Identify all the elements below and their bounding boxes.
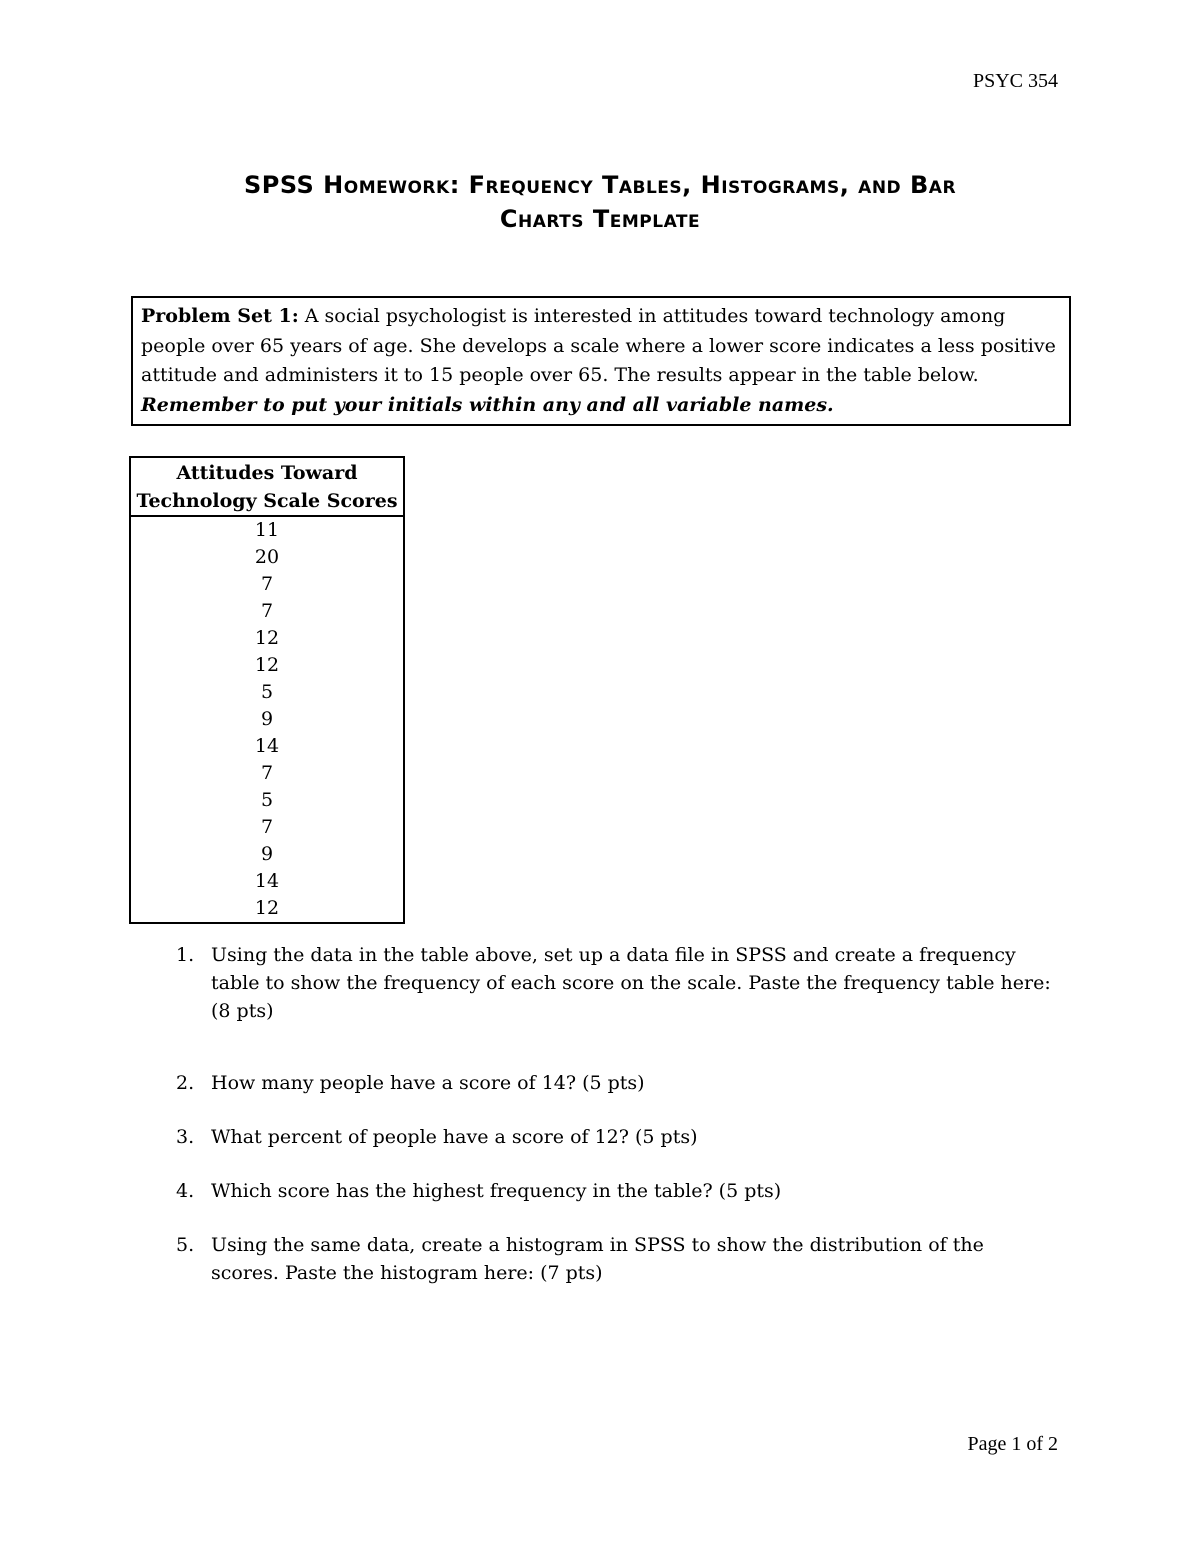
question-number: 2. (176, 1072, 195, 1094)
score-cell: 7 (260, 573, 274, 595)
score-cell: 14 (254, 870, 280, 892)
question-number: 1. (176, 944, 195, 966)
problem-set-emphasis: Remember to put your initials within any and all variable names. (141, 393, 834, 416)
score-table (129, 456, 405, 924)
question-item (172, 1231, 1052, 1287)
page-title (150, 168, 1050, 236)
problem-set-text: A social psychologist is interested in attitudes toward technology among people over 65 years of age. She develops a scale where a lower score indicates a less positive attitude and administers it to 15 people over 65. The results appear in the table below. (141, 305, 1056, 386)
score-cell: 9 (260, 708, 274, 730)
question-text: What percent of people have a score of 12? (5 pts) (211, 1126, 698, 1148)
score-cell: 12 (254, 627, 280, 649)
question-item (172, 1123, 1052, 1151)
title-line-1: SPSS Homework: Frequency Tables, Histograms, and Bar (243, 171, 957, 199)
score-table-header (131, 458, 403, 517)
question-item (172, 1177, 1052, 1205)
question-text: Using the same data, create a histogram in SPSS to show the distribution of the scores. Paste the histogram here: (7 pts) (211, 1234, 984, 1284)
question-list (172, 941, 1052, 1287)
page-number: Page 1 of 2 (967, 1433, 1058, 1455)
score-cell: 5 (260, 789, 274, 811)
question-number: 4. (176, 1180, 195, 1202)
title-line-2: Charts Template (499, 205, 701, 233)
question-number: 5. (176, 1234, 195, 1256)
score-cell: 7 (260, 816, 274, 838)
question-item (172, 1069, 1052, 1097)
score-cell: 5 (260, 681, 274, 703)
score-table-body (131, 517, 403, 922)
score-table-header-line-2: Technology Scale Scores (136, 490, 398, 512)
course-code: PSYC 354 (972, 70, 1058, 92)
score-cell: 20 (254, 546, 280, 568)
question-number: 3. (176, 1126, 195, 1148)
question-text: Which score has the highest frequency in the table? (5 pts) (211, 1180, 782, 1202)
score-cell: 12 (254, 897, 280, 919)
score-cell: 9 (260, 843, 274, 865)
score-cell: 12 (254, 654, 280, 676)
question-item (172, 941, 1052, 1025)
score-cell: 7 (260, 762, 274, 784)
problem-set-label: Problem Set 1: (141, 305, 299, 327)
score-table-header-line-1: Attitudes Toward (176, 462, 358, 484)
question-text: Using the data in the table above, set up a data file in SPSS and create a frequency table to show the frequency of each score on the scale. Paste the frequency table here: (8 pts) (211, 944, 1051, 1022)
score-cell: 11 (254, 519, 280, 541)
problem-set-box (131, 296, 1071, 426)
score-cell: 14 (254, 735, 280, 757)
score-cell: 7 (260, 600, 274, 622)
question-text: How many people have a score of 14? (5 pts) (211, 1072, 645, 1094)
